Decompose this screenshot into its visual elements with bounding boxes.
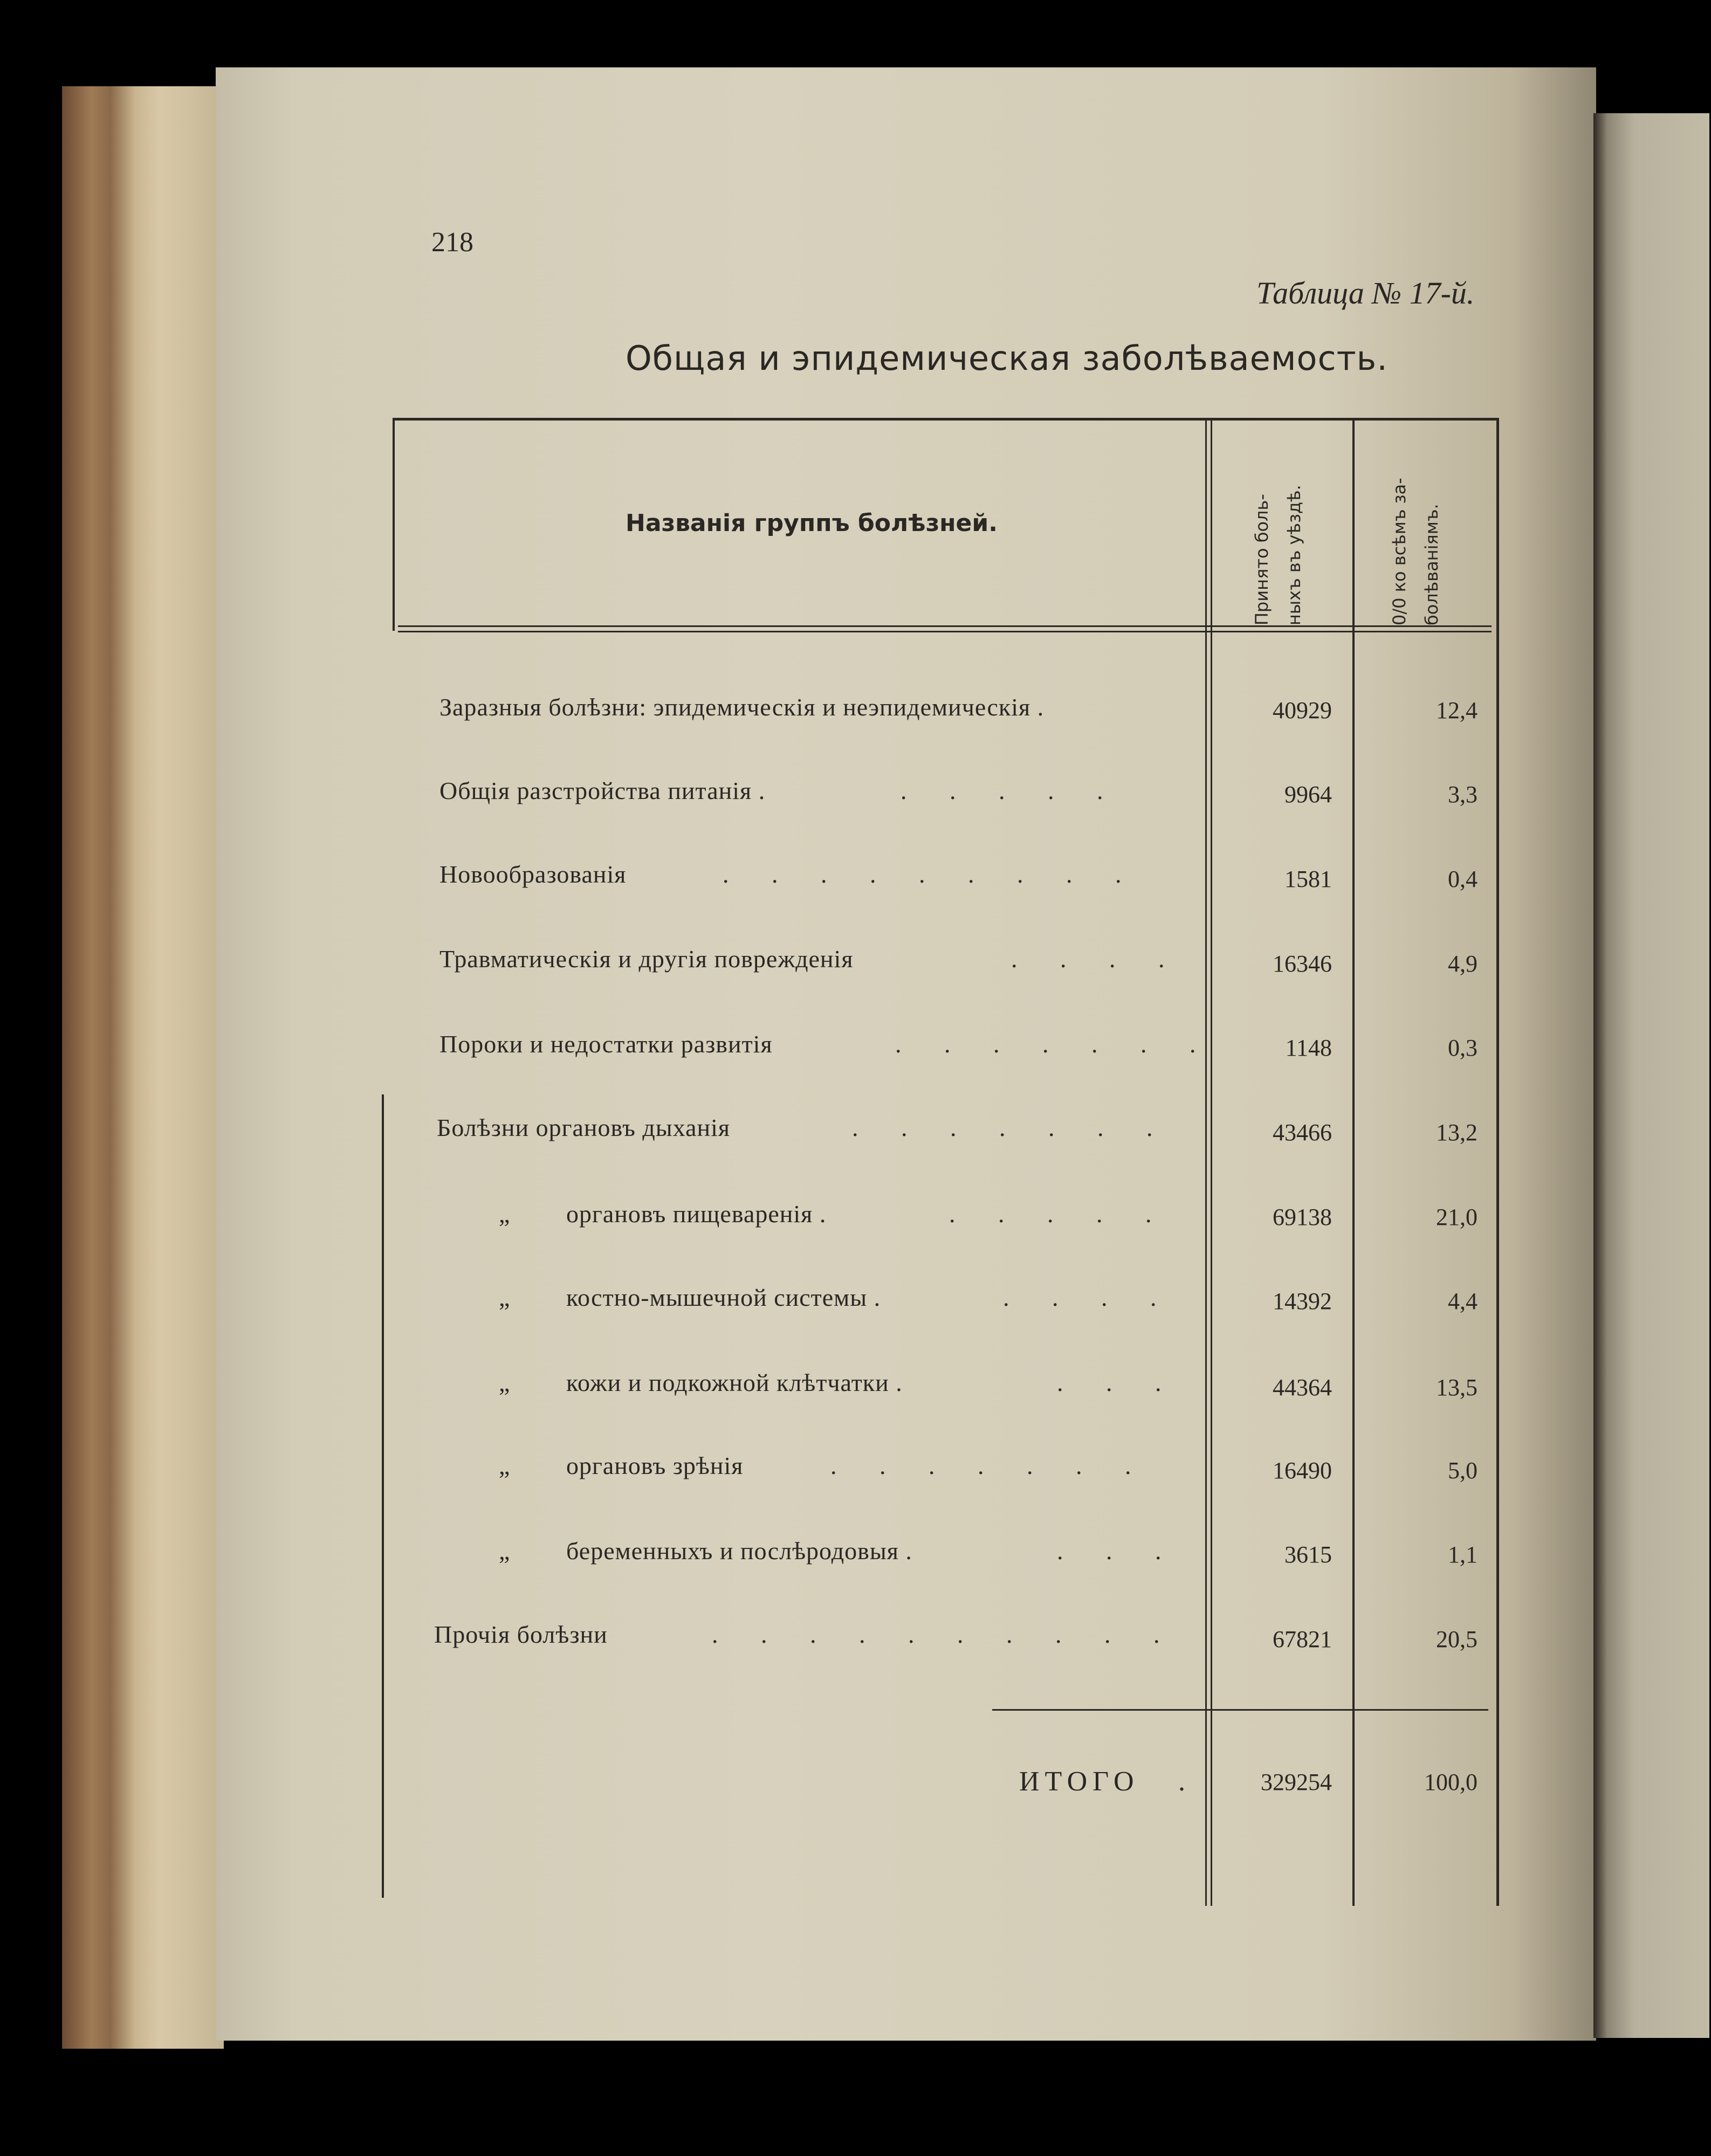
row-10-received: 3615 [1284,1541,1332,1568]
header-patients-received [1246,453,1310,625]
row-7-leader: . . . . [1003,1284,1175,1311]
header-bottom-rule-2 [398,631,1492,632]
row-10-label: беременныхъ и послѣродовыя . [566,1537,912,1565]
row-3-received: 16346 [1273,950,1332,977]
total-received: 329254 [1261,1769,1332,1795]
row-6-label: органовъ пищеваренія . [566,1200,827,1228]
row-8-percent: 13,5 [1436,1374,1478,1401]
column-divider-1b [1211,421,1212,1906]
header-patients-line-1: Принято боль- [1252,494,1272,625]
header-patients-line-2: ныхъ въ уѣздѣ. [1284,485,1304,625]
table-right-rule [1496,421,1499,1906]
row-1-percent: 3,3 [1448,781,1478,808]
row-11-label: Прочія болѣзни [434,1621,608,1648]
row-1-label: Общія разстройства питанія . [439,777,766,804]
row-10-leader: . . . [1057,1537,1180,1565]
row-3-percent: 4,9 [1448,950,1478,977]
table-top-rule [393,418,1499,421]
row-7-percent: 4,4 [1448,1288,1478,1314]
row-9-received: 16490 [1273,1457,1332,1484]
row-5-received: 43466 [1273,1119,1332,1146]
row-4-leader: . . . . . . . [895,1030,1214,1058]
facing-page-edge [1593,113,1709,2038]
row-5-leader: . . . . . . . [852,1114,1171,1141]
row-8-label: кожи и подкожной клѣтчатки . [566,1369,903,1396]
row-7-received: 14392 [1273,1288,1332,1314]
row-8-leader: . . . [1057,1369,1180,1396]
total-leader: . [1178,1766,1185,1797]
row-6-received: 69138 [1273,1204,1332,1230]
total-rule [992,1709,1488,1711]
row-7-prefix: „ [499,1284,511,1311]
row-2-percent: 0,4 [1448,866,1478,892]
row-2-leader: . . . . . . . . . [723,860,1140,888]
total-label: ИТОГО [1019,1766,1139,1797]
row-4-label: Пороки и недостатки развитія [439,1030,773,1058]
row-6-percent: 21,0 [1436,1204,1478,1230]
page-title: Общая и эпидемическая заболѣваемость. [626,339,1388,378]
row-2-received: 1581 [1284,866,1332,892]
row-2-label: Новообразованія [439,860,627,888]
table-left-rule-lower [382,1094,384,1898]
row-0-percent: 12,4 [1436,697,1478,724]
row-10-percent: 1,1 [1448,1541,1478,1568]
row-4-percent: 0,3 [1448,1035,1478,1061]
row-9-prefix: „ [499,1452,511,1479]
header-percent-line-2: болѣваніямъ. [1421,504,1442,625]
row-3-label: Травматическія и другія поврежденія [439,945,854,973]
row-11-percent: 20,5 [1436,1626,1478,1652]
table-left-rule [393,418,395,631]
column-divider-1a [1205,421,1207,1906]
book-page-edges [62,86,224,2049]
row-10-prefix: „ [499,1537,511,1565]
header-percent-line-1: 0/0 ко всѣмъ за- [1389,478,1410,625]
row-8-received: 44364 [1273,1374,1332,1401]
column-divider-2 [1352,421,1355,1906]
table-label: Таблица № 17-й. [1256,275,1475,311]
row-8-prefix: „ [499,1369,511,1396]
header-disease-groups: Названія группъ болѣзней. [626,509,998,537]
row-9-leader: . . . . . . . [830,1452,1150,1479]
total-percent: 100,0 [1424,1769,1478,1795]
row-0-label: Заразныя болѣзни: эпидемическія и неэпидемическія . [439,693,1045,721]
row-3-leader: . . . . [1011,945,1183,973]
row-5-percent: 13,2 [1436,1119,1478,1146]
row-6-leader: . . . . . [949,1200,1170,1228]
row-11-received: 67821 [1273,1626,1332,1652]
header-percent-of-all [1383,453,1448,625]
row-4-received: 1148 [1285,1035,1332,1061]
row-0-received: 40929 [1273,697,1332,724]
page-number: 218 [431,227,473,258]
row-7-label: костно-мышечной системы . [566,1284,881,1311]
row-5-label: Болѣзни органовъ дыханія [437,1114,731,1141]
row-1-received: 9964 [1284,781,1332,808]
row-9-label: органовъ зрѣнія [566,1452,744,1479]
row-1-leader: . . . . . [901,777,1122,804]
header-bottom-rule [398,625,1492,627]
row-6-prefix: „ [499,1200,511,1228]
row-11-leader: . . . . . . . . . . [712,1621,1178,1648]
row-9-percent: 5,0 [1448,1457,1478,1484]
